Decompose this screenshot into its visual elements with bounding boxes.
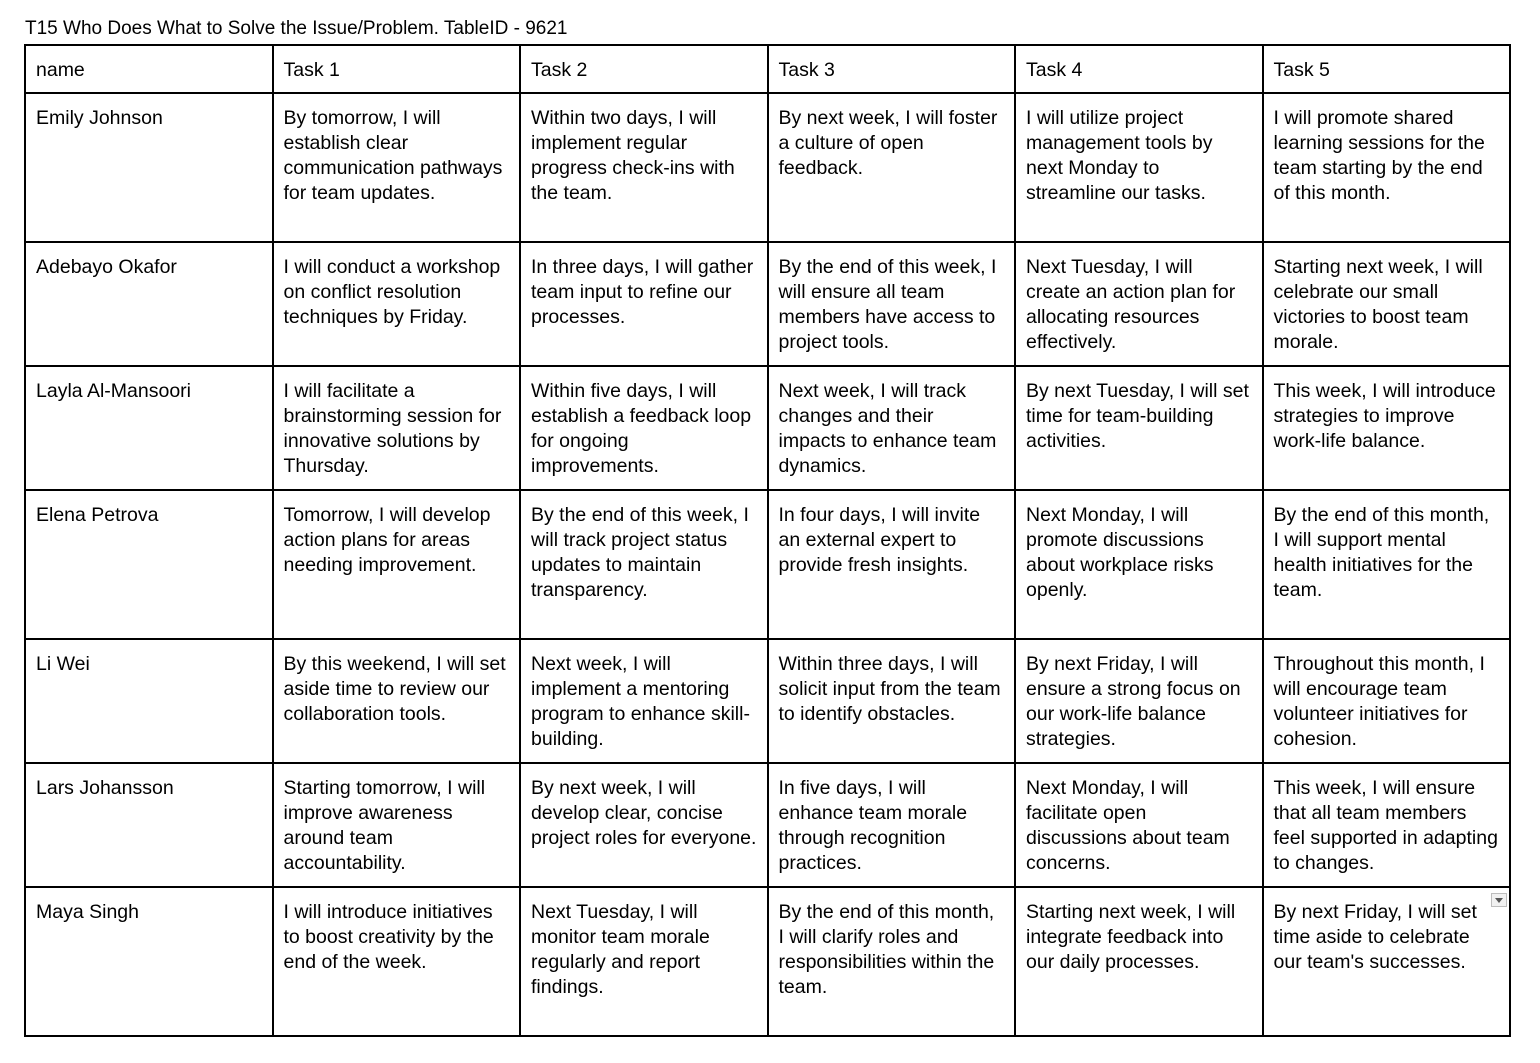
cell-task[interactable]: By the end of this week, I will ensure all team members have access to project tools. bbox=[768, 242, 1016, 366]
cell-task[interactable]: Next Monday, I will facilitate open discussions about team concerns. bbox=[1015, 763, 1263, 887]
cell-task-with-dropdown[interactable] bbox=[1263, 887, 1511, 1036]
cell-task[interactable]: By next Friday, I will ensure a strong focus on our work-life balance strategies. bbox=[1015, 639, 1263, 763]
table-row bbox=[25, 366, 1510, 490]
cell-task[interactable]: In five days, I will enhance team morale through recognition practices. bbox=[768, 763, 1016, 887]
cell-name[interactable]: Layla Al-Mansoori bbox=[25, 366, 273, 490]
cell-task[interactable]: Starting next week, I will celebrate our small victories to boost team morale. bbox=[1263, 242, 1511, 366]
cell-task[interactable]: By the end of this week, I will track project status updates to maintain transparency. bbox=[520, 490, 768, 639]
cell-task[interactable]: I will facilitate a brainstorming session for innovative solutions by Thursday. bbox=[273, 366, 521, 490]
cell-name[interactable]: Elena Petrova bbox=[25, 490, 273, 639]
cell-task-text: By next Friday, I will set time aside to celebrate our team's successes. bbox=[1273, 901, 1477, 973]
table-row bbox=[25, 93, 1510, 242]
cell-task[interactable]: By the end of this month, I will support mental health initiatives for the team. bbox=[1263, 490, 1511, 639]
cell-task[interactable]: Starting tomorrow, I will improve awareness around team accountability. bbox=[273, 763, 521, 887]
cell-task[interactable]: Next Monday, I will promote discussions about workplace risks openly. bbox=[1015, 490, 1263, 639]
header-cell-task-4: Task 4 bbox=[1015, 45, 1263, 93]
table-row bbox=[25, 763, 1510, 887]
header-cell-task-3: Task 3 bbox=[768, 45, 1016, 93]
cell-task[interactable]: By next week, I will foster a culture of open feedback. bbox=[768, 93, 1016, 242]
table-row bbox=[25, 639, 1510, 763]
cell-task[interactable]: I will promote shared learning sessions for the team starting by the end of this month. bbox=[1263, 93, 1511, 242]
cell-task[interactable]: Starting next week, I will integrate feedback into our daily processes. bbox=[1015, 887, 1263, 1036]
header-cell-task-1: Task 1 bbox=[273, 45, 521, 93]
cell-task[interactable]: I will conduct a workshop on conflict resolution techniques by Friday. bbox=[273, 242, 521, 366]
cell-task[interactable]: By next Tuesday, I will set time for team-building activities. bbox=[1015, 366, 1263, 490]
cell-name[interactable]: Lars Johansson bbox=[25, 763, 273, 887]
cell-name[interactable]: Li Wei bbox=[25, 639, 273, 763]
table-header-row bbox=[25, 45, 1510, 93]
cell-task[interactable]: Next week, I will implement a mentoring program to enhance skill-building. bbox=[520, 639, 768, 763]
cell-task[interactable]: Next week, I will track changes and their impacts to enhance team dynamics. bbox=[768, 366, 1016, 490]
cell-task[interactable]: This week, I will introduce strategies to improve work-life balance. bbox=[1263, 366, 1511, 490]
cell-task[interactable]: Tomorrow, I will develop action plans for areas needing improvement. bbox=[273, 490, 521, 639]
header-cell-task-5: Task 5 bbox=[1263, 45, 1511, 93]
table-row bbox=[25, 242, 1510, 366]
cell-task[interactable]: Next Tuesday, I will monitor team morale regularly and report findings. bbox=[520, 887, 768, 1036]
tasks-table bbox=[24, 44, 1511, 1037]
cell-task[interactable]: Within two days, I will implement regular progress check-ins with the team. bbox=[520, 93, 768, 242]
cell-task[interactable]: Within three days, I will solicit input from the team to identify obstacles. bbox=[768, 639, 1016, 763]
cell-task[interactable]: I will introduce initiatives to boost creativity by the end of the week. bbox=[273, 887, 521, 1036]
header-cell-name: name bbox=[25, 45, 273, 93]
header-cell-task-2: Task 2 bbox=[520, 45, 768, 93]
cell-task[interactable]: In three days, I will gather team input to refine our processes. bbox=[520, 242, 768, 366]
cell-task[interactable]: In four days, I will invite an external expert to provide fresh insights. bbox=[768, 490, 1016, 639]
cell-task[interactable]: By this weekend, I will set aside time to review our collaboration tools. bbox=[273, 639, 521, 763]
page-title: T15 Who Does What to Solve the Issue/Problem. TableID - 9621 bbox=[25, 18, 568, 39]
table-row bbox=[25, 887, 1510, 1036]
cell-task[interactable]: This week, I will ensure that all team members feel supported in adapting to changes. bbox=[1263, 763, 1511, 887]
cell-task[interactable]: By the end of this month, I will clarify roles and responsibilities within the team. bbox=[768, 887, 1016, 1036]
chevron-down-icon[interactable] bbox=[1491, 893, 1507, 907]
cell-task[interactable]: Within five days, I will establish a feedback loop for ongoing improvements. bbox=[520, 366, 768, 490]
cell-name[interactable]: Emily Johnson bbox=[25, 93, 273, 242]
cell-name[interactable]: Maya Singh bbox=[25, 887, 273, 1036]
cell-task[interactable]: Throughout this month, I will encourage team volunteer initiatives for cohesion. bbox=[1263, 639, 1511, 763]
cell-task[interactable]: By next week, I will develop clear, concise project roles for everyone. bbox=[520, 763, 768, 887]
cell-task[interactable]: By tomorrow, I will establish clear communication pathways for team updates. bbox=[273, 93, 521, 242]
cell-task[interactable]: I will utilize project management tools by next Monday to streamline our tasks. bbox=[1015, 93, 1263, 242]
cell-name[interactable]: Adebayo Okafor bbox=[25, 242, 273, 366]
cell-task[interactable]: Next Tuesday, I will create an action plan for allocating resources effectively. bbox=[1015, 242, 1263, 366]
table-row bbox=[25, 490, 1510, 639]
